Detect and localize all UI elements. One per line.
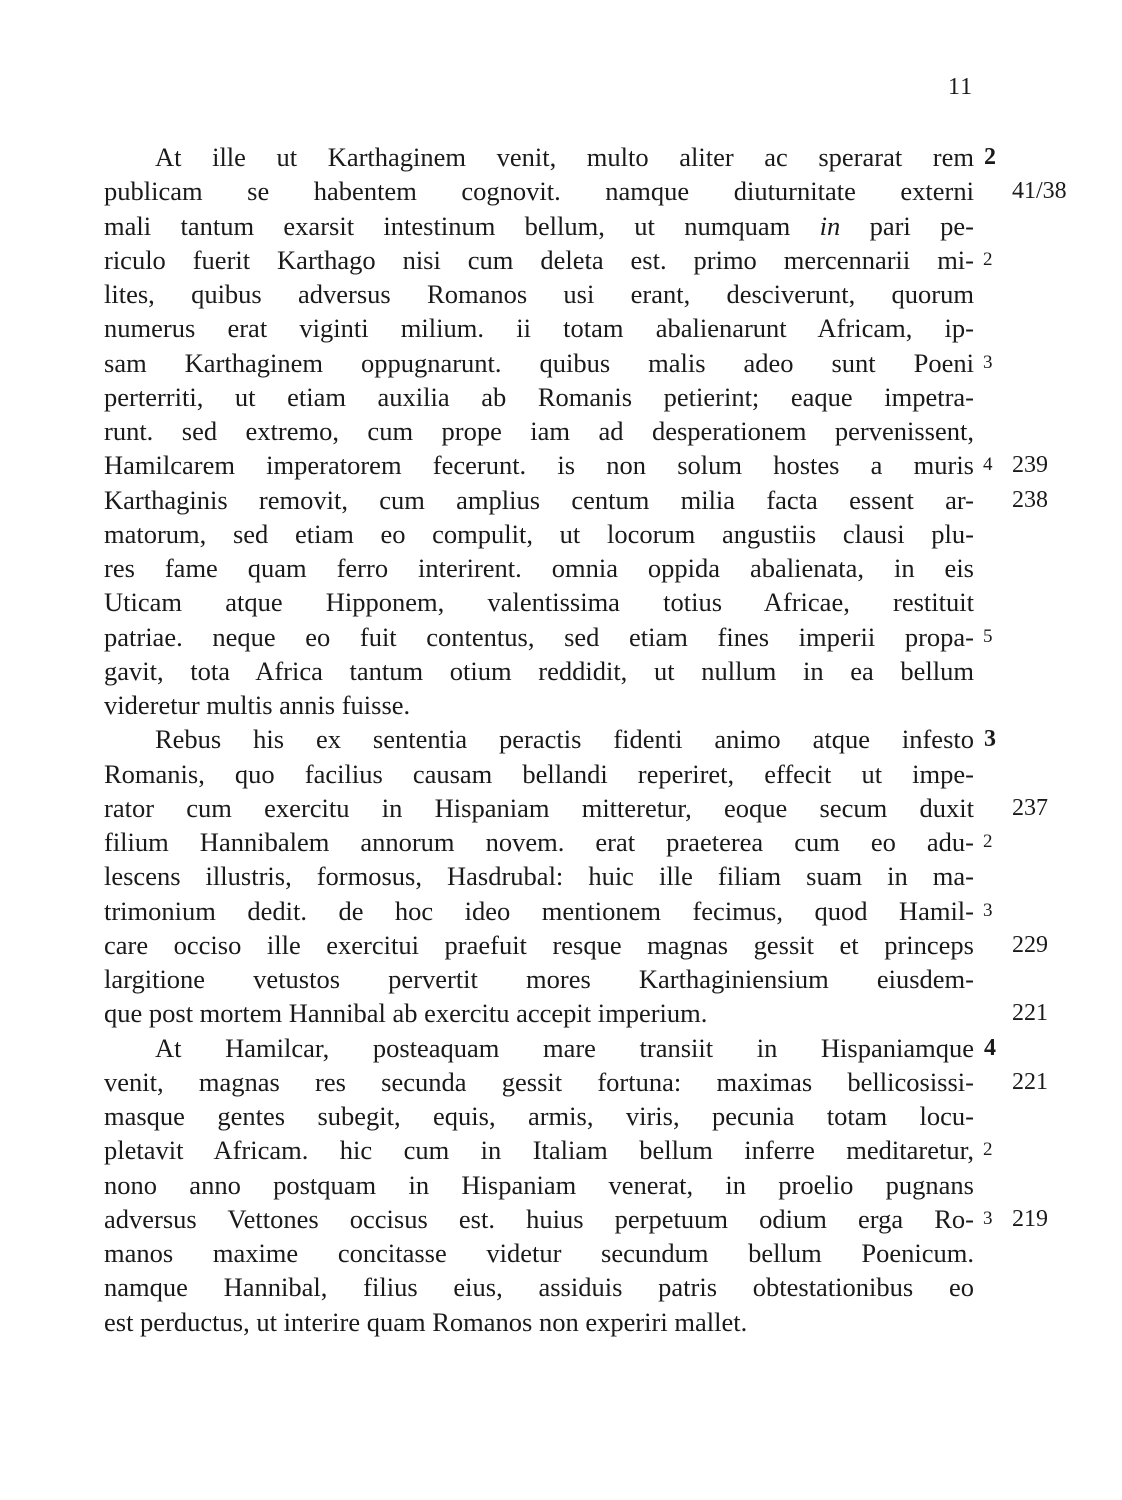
section-number: 3 <box>984 726 996 753</box>
text-line: trimonium dedit. de hoc ideo mentionem fecimus, quod Hamil- <box>104 895 974 926</box>
text-line: lites, quibus adversus Romanos usi erant, desciverunt, quorum <box>104 279 974 309</box>
paragraph-number: 3 <box>983 1207 993 1229</box>
text-line: que post mortem Hannibal ab exercitu accepit imperium. <box>104 998 708 1029</box>
paragraph-number: 2 <box>983 1139 993 1161</box>
text-line: patriae. neque eo fuit contentus, sed etiam fines imperii propa- <box>104 621 974 652</box>
text-line: riculo fuerit Karthago nisi cum deleta est. primo mercennarii mi- <box>104 244 974 275</box>
text-line: Rebus his ex sententia peractis fidenti animo atque infesto <box>155 724 974 755</box>
paragraph-number: 2 <box>983 248 993 270</box>
text-line: publicam se habentem cognovit. namque diuturnitate externi <box>104 176 974 207</box>
paragraph-number: 3 <box>983 899 993 921</box>
text-line: sam Karthaginem oppugnarunt. quibus malis adeo sunt Poeni <box>104 347 974 378</box>
text-line: mali tantum exarsit intestinum bellum, ut numquam in pari pe- <box>104 210 974 241</box>
text-line: At ille ut Karthaginem venit, multo aliter ac sperarat rem <box>155 142 974 172</box>
text-line: res fame quam ferro interirent. omnia oppida abalienata, in eis <box>104 553 974 583</box>
text-line: videretur multis annis fuisse. <box>104 690 411 720</box>
text-line: rator cum exercitu in Hispaniam mitteretur, eoque secum duxit <box>104 792 974 823</box>
paragraph-number: 5 <box>983 625 993 647</box>
text-line: filium Hannibalem annorum novem. erat praeterea cum eo adu- <box>104 827 974 857</box>
text-line: Karthaginis removit, cum amplius centum milia facta essent ar- <box>104 484 974 515</box>
reference-number: 221 <box>1012 1068 1048 1095</box>
reference-number: 219 <box>1012 1205 1048 1232</box>
text-line: Romanis, quo facilius causam bellandi reperiret, effecit ut impe- <box>104 758 974 789</box>
section-number: 2 <box>984 144 996 170</box>
text-line: matorum, sed etiam eo compulit, ut locorum angustiis clausi plu- <box>104 518 974 549</box>
text-line: perterriti, ut etiam auxilia ab Romanis petierint; eaque impetra- <box>104 381 974 412</box>
section-number: 4 <box>984 1034 996 1061</box>
text-line: numerus erat viginti milium. ii totam abalienarunt Africam, ip- <box>104 313 974 344</box>
reference-number: 239 <box>1012 452 1048 479</box>
text-line: At Hamilcar, posteaquam mare transiit in Hispaniamque <box>155 1032 974 1063</box>
text-line: pletavit Africam. hic cum in Italiam bellum inferre meditaretur, <box>104 1135 974 1166</box>
paragraph-number: 4 <box>983 454 993 476</box>
text-line: largitione vetustos pervertit mores Karthaginiensium eiusdem- <box>104 964 974 994</box>
text-line: adversus Vettones occisus est. huius perpetuum odium erga Ro- <box>104 1203 974 1234</box>
text-line: venit, magnas res secunda gessit fortuna: maximas bellicosissi- <box>104 1066 974 1097</box>
text-line: Hamilcarem imperatorem fecerunt. is non solum hostes a muris <box>104 450 974 481</box>
paragraph-number: 2 <box>983 831 993 852</box>
text-line: est perductus, ut interire quam Romanos non experiri mallet. <box>104 1306 748 1337</box>
text-line: manos maxime concitasse videtur secundum bellum Poenicum. <box>104 1238 974 1268</box>
text-line: gavit, tota Africa tantum otium reddidit, ut nullum in ea bellum <box>104 655 974 686</box>
text-line: lescens illustris, formosus, Hasdrubal: huic ille filiam suam in ma- <box>104 861 974 892</box>
reference-number: 238 <box>1012 486 1048 513</box>
text-line: care occiso ille exercitui praefuit resque magnas gessit et princeps <box>104 929 974 960</box>
text-line: masque gentes subegit, equis, armis, viris, pecunia totam locu- <box>104 1101 974 1131</box>
text-line: nono anno postquam in Hispaniam venerat, in proelio pugnans <box>104 1169 974 1200</box>
paragraph-number: 3 <box>983 351 993 373</box>
reference-number: 221 <box>1012 1000 1048 1027</box>
text-line: Uticam atque Hipponem, valentissima totius Africae, restituit <box>104 587 974 618</box>
text-line: namque Hannibal, filius eius, assiduis patris obtestationibus eo <box>104 1272 974 1303</box>
page-number: 11 <box>948 74 974 100</box>
reference-number: 237 <box>1012 794 1048 821</box>
reference-number: 41/38 <box>1012 178 1067 205</box>
reference-number: 229 <box>1012 931 1048 958</box>
text-line: runt. sed extremo, cum prope iam ad desperationem pervenissent, <box>104 416 974 446</box>
